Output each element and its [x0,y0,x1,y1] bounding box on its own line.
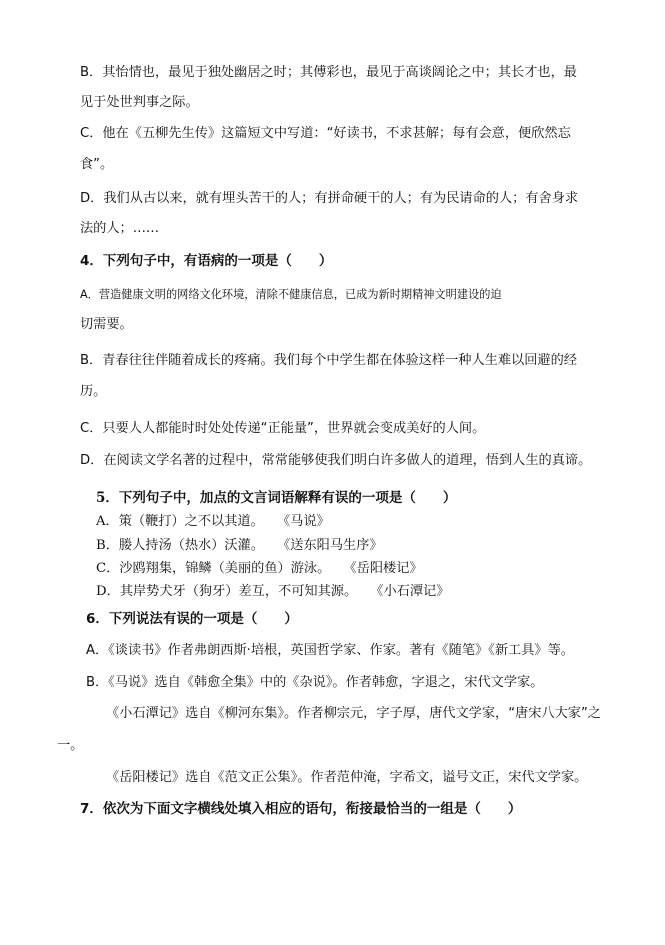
option-6c-line-2: 一。 [57,738,84,753]
option-6c-line-1: 《小石潭记》选自《柳河东集》。作者柳宗元，字子厚，唐代文学家，“唐宋八大家”之 [106,706,601,721]
option-4d: D．在阅读文学名著的过程中，常常能够使我们明白许多做人的道理，悟到人生的真谛。 [80,453,592,468]
option-6a: A．《谈读书》作者弗朗西斯·培根，英国哲学家、作家。著有《随笔》《新工具》等。 [86,643,574,658]
option-3b-line-2: 见于处世判事之际。 [80,95,199,110]
option-4b-line-1: B．青春往往伴随着成长的疼痛。我们每个中学生都在体验这样一种人生难以回避的经 [80,353,577,368]
option-4b-line-2: 历。 [80,384,107,399]
option-4a-line-1: A．营造健康文明的网络文化环境，清除不健康信息，已成为新时期精神文明建设的迫 [80,288,502,301]
question-4-stem: 4．下列句子中，有语病的一项是（ ） [80,253,333,269]
option-5c: C．沙鸥翔集，锦鳞（美丽的鱼）游泳。 《岳阳楼记》 [96,561,423,576]
option-4a-line-2: 切需要。 [80,317,133,332]
option-5d: D．其岸势犬牙（狗牙）差互，不可知其源。 《小石潭记》 [96,584,450,599]
question-5-stem: 5．下列句子中，加点的文言词语解释有误的一项是（ ） [96,490,457,506]
question-7-stem: 7．依次为下面文字横线处填入相应的语句，衔接最恰当的一组是（ ） [80,801,522,817]
option-3b-line-1: B．其怡情也，最见于独处幽居之时；其傅彩也，最见于高谈阔论之中；其长才也，最 [80,65,577,80]
option-4c: C．只要人人都能时时处处传递“正能量”，世界就会变成美好的人间。 [80,421,486,436]
option-6b: B．《马说》选自《韩愈全集》中的《杂说》。作者韩愈，字退之，宋代文学家。 [86,675,544,690]
option-3d-line-2: 法的人；…… [80,221,160,236]
option-3c-line-1: C．他在《五柳先生传》这篇短文中写道：“好读书，不求甚解；每有会意，便欣然忘 [80,126,571,141]
option-5a: A．策（鞭打）之不以其道。 《马说》 [96,514,330,529]
option-3c-line-2: 食”。 [80,157,114,172]
question-6-stem: 6．下列说法有误的一项是（ ） [86,611,298,627]
option-3d-line-1: D．我们从古以来，就有埋头苦干的人；有拼命硬干的人；有为民请命的人；有舍身求 [80,191,579,206]
option-6d: 《岳阳楼记》选自《范文正公集》。作者范仲淹，字希文，谥号文正，宋代文学家。 [106,770,588,785]
option-5b: B．媵人持汤（热水）沃灌。 《送东阳马生序》 [96,538,383,553]
